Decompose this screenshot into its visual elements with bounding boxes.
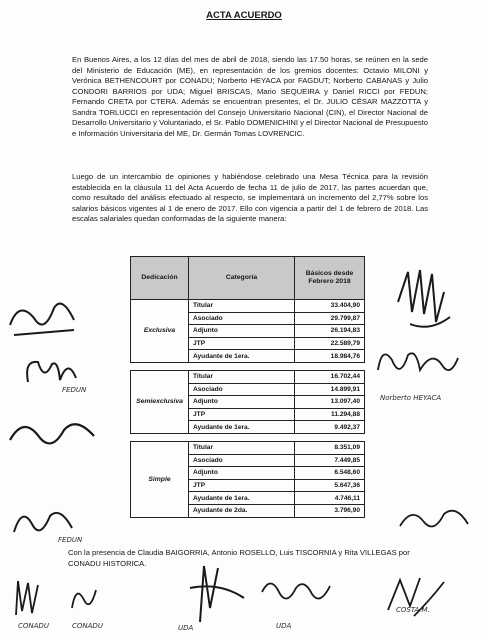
category-cell: Ayudante de 1era.	[189, 492, 295, 505]
basic-salary-cell: 4.746,11	[295, 492, 365, 505]
spacer-cell	[131, 362, 365, 370]
category-cell: Adjunto	[189, 325, 295, 338]
signature-right-bottom	[394, 500, 474, 540]
basic-salary-cell: 18.984,76	[295, 350, 365, 363]
basic-salary-cell: 6.548,60	[295, 467, 365, 480]
signature-conadu-2	[66, 578, 106, 618]
basic-salary-cell: 26.194,83	[295, 325, 365, 338]
document-title: ACTA ACUERDO	[206, 10, 282, 21]
basic-salary-cell: 13.097,40	[295, 396, 365, 409]
signature-label-fedun-bottom: FEDUN	[58, 536, 83, 544]
header-category: Categoría	[189, 257, 295, 300]
category-cell: JTP	[189, 408, 295, 421]
category-cell: Titular	[189, 300, 295, 313]
category-cell: Ayudante de 1era.	[189, 350, 295, 363]
basic-salary-cell: 5.647,36	[295, 479, 365, 492]
signature-label-conadu-1: CONADU	[18, 622, 49, 630]
table-row	[131, 441, 365, 454]
table-row	[131, 300, 365, 313]
signature-label-heyaca: Norberto HEYACA	[380, 394, 442, 402]
signature-label-costa: COSTA M.	[396, 606, 430, 614]
header-basic: Básicos desde Febrero 2018	[295, 257, 365, 300]
closing-paragraph: Con la presencia de Claudia BAIGORRIA, Antonio ROSELLO, Luis TISCORNIA y Rita VILLEGAS por CONADU HISTORICA.	[68, 548, 410, 568]
table-header-row	[131, 257, 365, 300]
header-dedication: Dedicación	[131, 257, 189, 300]
basic-salary-cell: 16.702,44	[295, 370, 365, 383]
signature-label-uda-2: UDA	[276, 622, 292, 630]
table-row	[131, 370, 365, 383]
signature-conadu-1	[8, 575, 48, 620]
salary-table	[130, 256, 365, 518]
basic-salary-cell: 11.294,88	[295, 408, 365, 421]
category-cell: Adjunto	[189, 467, 295, 480]
dedication-cell: Semiexclusiva	[131, 370, 189, 433]
category-cell: Titular	[189, 370, 295, 383]
basic-salary-cell: 29.799,87	[295, 312, 365, 325]
signature-label-fedun-left: FEDUN	[62, 386, 87, 394]
group-spacer	[131, 433, 365, 441]
paragraph-attendees: En Buenos Aires, a los 12 días del mes de abril de 2018, siendo las 17.50 horas, se reúnen en la sede del Ministerio de Educación (ME), en representación de los gremios docentes: Octavio MILONI y Verónica BETHENCOURT por CONADU; Norberto HEYACA por FAGDUT; Norberto CABANAS y Julio CONDORI BARRIOS por UDA; Miguel BRISCAS, Mario SEQUEIRA y Daniel RICCI por FEDUN; Fernando CRETA por CTERA. Además se encuentran presentes, el Dr. JULIO CÉSAR MAZZOTTA y Sandra TORLUCCI en representación del Consejo Universitario Nacional (CIN), el Director Nacional de Desarrollo Universitario y Voluntariado, el Sr. Pablo DOMENICHINI y el Director Nacional de Presupuesto e Información Universitaria del ME, Dr. Germán Tomas LOVRENCIC.	[72, 55, 428, 138]
group-spacer	[131, 362, 365, 370]
signature-uda-1	[180, 558, 250, 628]
signature-label-uda-1: UDA	[178, 624, 194, 632]
category-cell: Asociado	[189, 312, 295, 325]
category-cell: JTP	[189, 479, 295, 492]
dedication-cell: Exclusiva	[131, 300, 189, 363]
basic-salary-cell: 14.899,91	[295, 383, 365, 396]
basic-salary-cell: 3.796,90	[295, 504, 365, 517]
paragraph-agreement: Luego de un intercambio de opiniones y habiéndose celebrado una Mesa Técnica para la revisión establecida en la cláusula 11 del Acta Acuerdo de fecha 11 de julio de 2017, las partes acuerdan que, como resultado del análisis efectuado al respecto, se implementará un incremento del 2,77% sobre los salarios básicos vigentes al 1 de enero de 2017. Ello con vigencia a partir del 1 de febrero de 2018. Las escalas salariales quedan conformadas de la siguiente manera:	[72, 172, 428, 223]
category-cell: Titular	[189, 441, 295, 454]
signature-left-top	[4, 290, 84, 345]
dedication-cell: Simple	[131, 441, 189, 517]
signature-label-conadu-2: CONADU	[72, 622, 103, 630]
category-cell: Adjunto	[189, 396, 295, 409]
signature-left-middle	[4, 410, 104, 460]
category-cell: Ayudante de 1era.	[189, 421, 295, 434]
signature-uda-2	[256, 572, 336, 617]
signature-top-right	[390, 262, 460, 342]
basic-salary-cell: 9.492,37	[295, 421, 365, 434]
spacer-cell	[131, 433, 365, 441]
table-body	[131, 300, 365, 518]
category-cell: Asociado	[189, 454, 295, 467]
category-cell: JTP	[189, 337, 295, 350]
category-cell: Ayudante de 2da.	[189, 504, 295, 517]
basic-salary-cell: 33.404,90	[295, 300, 365, 313]
basic-salary-cell: 7.449,85	[295, 454, 365, 467]
category-cell: Asociado	[189, 383, 295, 396]
basic-salary-cell: 22.589,79	[295, 337, 365, 350]
signature-heyaca	[372, 340, 462, 395]
basic-salary-cell: 8.351,09	[295, 441, 365, 454]
